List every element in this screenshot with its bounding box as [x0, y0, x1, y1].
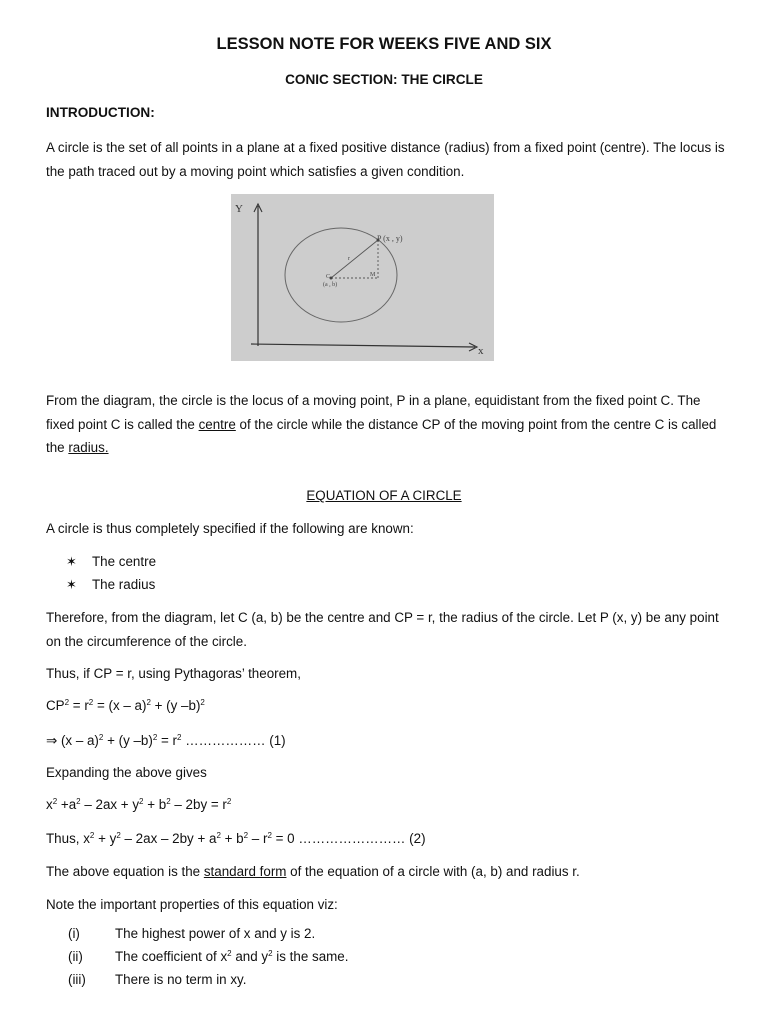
note-text: Note the important properties of this equation viz: — [46, 897, 338, 912]
foot-label: M — [370, 272, 376, 278]
thus-text: Thus, if CP = r, using Pythagoras’ theorem, — [46, 666, 301, 681]
subtitle: CONIC SECTION: THE CIRCLE — [285, 72, 483, 87]
point-c-label: C — [326, 274, 331, 280]
point-p-label: P (x , y) — [377, 234, 403, 243]
list-item — [66, 577, 155, 593]
specified-text: A circle is thus completely specified if the following are known: — [46, 521, 414, 536]
introduction-heading: INTRODUCTION: — [46, 105, 155, 120]
radius-label: r — [348, 256, 350, 262]
y-axis-label: Y — [235, 203, 243, 215]
diagram-text-1: From the diagram, the circle is the locus of a moving point, P in a plane, equidistant from the fixed point C. The fixed point C is called the — [46, 393, 701, 432]
page-title: LESSON NOTE FOR WEEKS FIVE AND SIX — [216, 35, 552, 53]
bullet-text: The centre — [92, 554, 157, 569]
property-text: The highest power of x and y is 2. — [115, 926, 316, 941]
equation-4: Thus, $x^2 + y^2 - 2ax - 2by + a^2 + b^2 - r^2 = 0$ …………………… (2) — [46, 831, 426, 846]
property-item — [68, 949, 348, 964]
equation-1: $CP^2 = r^2 = (x - a)^2 + (y$ –b)$^2$ — [46, 698, 205, 713]
bullet-icon: ✶ — [66, 554, 77, 569]
diagram-paragraph — [46, 389, 726, 460]
property-number: (i) — [68, 926, 80, 941]
list-item — [66, 554, 156, 570]
property-number: (iii) — [68, 972, 86, 987]
property-number: (ii) — [68, 949, 83, 964]
section-heading: EQUATION OF A CIRCLE — [306, 488, 462, 503]
circle-diagram — [231, 194, 494, 361]
centre-term: centre — [198, 416, 236, 432]
bullet-icon: ✶ — [66, 577, 77, 592]
equation-2: ⇒ (x – a)$^2$ + (y $-b)^2 = r^2$ ……………… (1) — [46, 733, 286, 748]
x-axis-label: x — [478, 345, 484, 357]
section-heading-wrap — [0, 488, 768, 503]
property-text: The coefficient of $x^2$ and $y^2$ is the same. — [115, 949, 349, 964]
circle-diagram-svg — [231, 194, 494, 361]
equation-3: $x^2 +a^2 - 2ax + y^2 + b^2 - 2by = r^2$ — [46, 797, 232, 812]
standard-form-paragraph: The above equation is the standard form of the equation of a circle with (a, b) and radius r. — [46, 864, 580, 879]
property-item — [68, 972, 246, 987]
expanding-text: Expanding the above gives — [46, 765, 207, 780]
diagram-text-2: of the circle while the distance CP of the moving point from the centre C is called the — [46, 416, 717, 455]
therefore-paragraph: Therefore, from the diagram, let C (a, b) be the centre and CP = r, the radius of the circle. Let P (x, y) be any point on the circumference of the circle. — [46, 610, 719, 649]
radius-term: radius. — [68, 440, 109, 455]
property-item — [68, 926, 315, 941]
property-text: There is no term in xy. — [115, 972, 247, 987]
introduction-paragraph: A circle is the set of all points in a plane at a fixed positive distance (radius) from a fixed point (centre). The locus is the path traced out by a moving point which satisfies a given condition. — [46, 140, 725, 179]
bullet-text: The radius — [92, 577, 156, 592]
standard-form-term: standard form — [203, 864, 287, 879]
centre-coords-label: (a , b) — [323, 282, 338, 288]
